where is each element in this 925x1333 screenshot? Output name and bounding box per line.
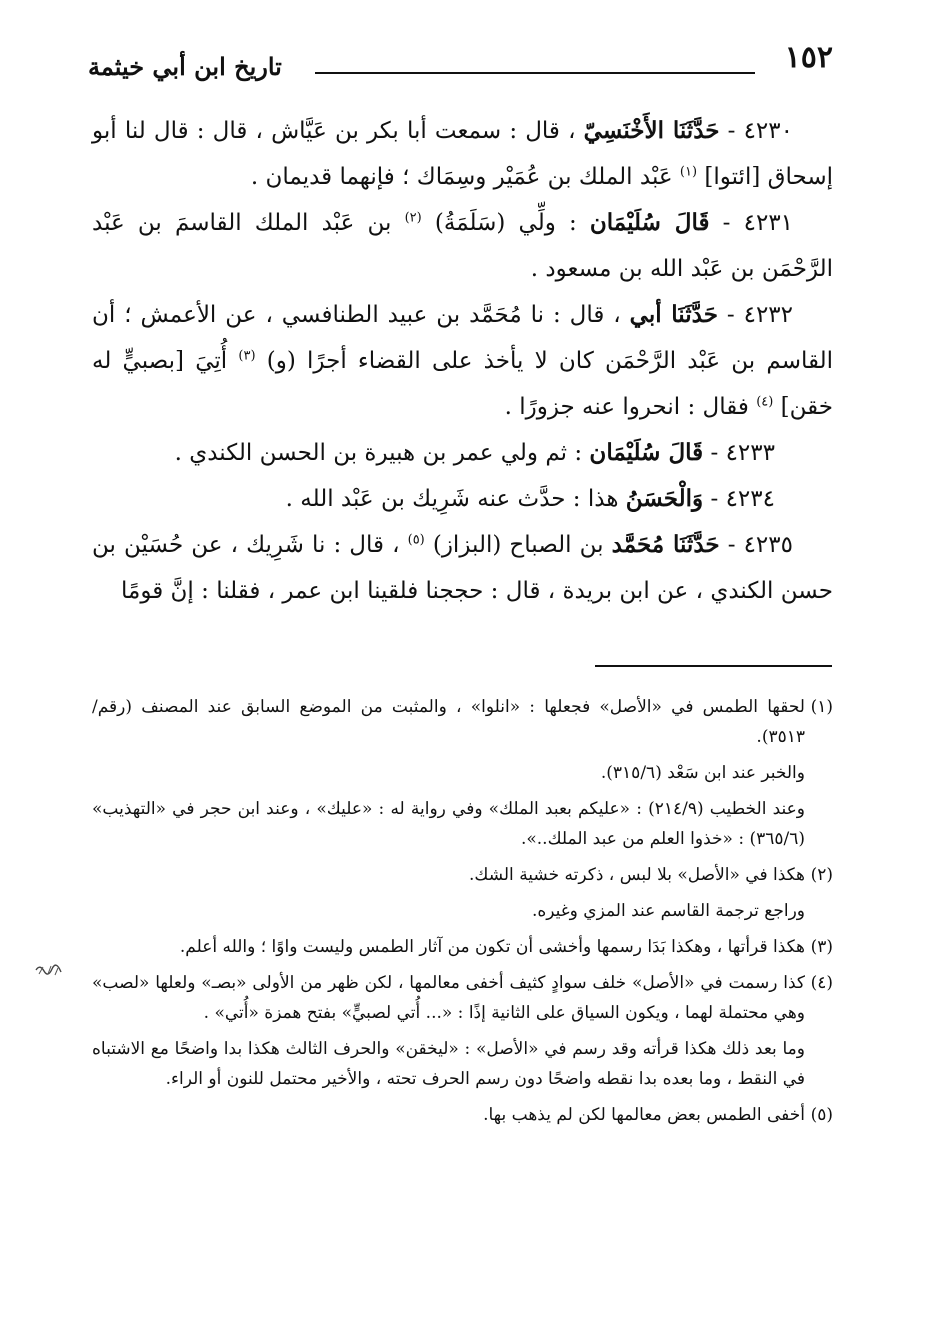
paragraph-text: : ثم ولي عمر بن هبيرة بن الحسن الكندي .: [174, 440, 583, 466]
footnote-ref: (٣): [238, 348, 256, 364]
footnote-3: [92, 932, 833, 962]
footnote-ref: (١): [679, 164, 698, 180]
paragraph-4235: [92, 522, 833, 614]
paragraph-number: ٤٢٣٢ -: [726, 302, 794, 328]
paragraph-lead: قَالَ سُلَيْمَان: [589, 209, 710, 236]
footnote-ref: (٢): [404, 210, 422, 226]
footnote-ref: (٤): [756, 394, 774, 410]
footnote-mark: (٣): [810, 937, 833, 957]
footnote-separator: [595, 665, 832, 667]
paragraph-text: ، قال : نا مُحَمَّد بن عبيد الطنافسي ، عن الأعمش ؛ أن القاسم بن عَبْد الرَّحْمَن كان لا يأخذ على القضاء أجرًا (و): [92, 302, 834, 374]
paragraph-4232: [92, 292, 833, 430]
footnote-4: [92, 968, 833, 1028]
paragraph-number: ٤٢٣٣ -: [710, 440, 775, 466]
paragraph-text: بن الصباح (البزاز): [432, 532, 604, 558]
footnote-text: وعند الخطيب (٢١٤/٩) : «عليكم بعبد الملك» وفي رواية له : «عليك» ، وعند ابن حجر في «التهذيب» (٣٦٥/٦) : «خذوا العلم من عبد الملك..».: [92, 799, 805, 849]
footnote-mark: (٥): [810, 1105, 833, 1125]
paragraph-number: ٤٢٣٠ -: [727, 118, 793, 144]
footnote-1-cont: [92, 758, 833, 788]
footnote-text: والخبر عند ابن سَعْد (٣١٥/٦).: [600, 763, 805, 783]
paragraph-number: ٤٢٣٤ -: [710, 486, 775, 512]
main-text: [92, 108, 833, 614]
footnote-text: وما بعد ذلك هكذا قرأته وقد رسم في «الأصل» : «ليخقن» والحرف الثالث هكذا بدا واضحًا مع الاشتباه في النقط ، وما بعده بدا نقطه واضحًا دون رسم الحرف تحته ، والأخير محتمل للنون أو الراء.: [92, 1039, 805, 1089]
paragraph-4233: [92, 430, 833, 476]
book-title: تاريخ ابن أبي خيثمة: [88, 52, 282, 81]
paragraph-text: عَبْد الملك بن عُمَيْر وسِمَاك ؛ فإنهما قديمان .: [250, 164, 673, 190]
paragraph-text: فقال : انحروا عنه جزورًا .: [504, 394, 749, 420]
paragraph-text: ، قال : سمعت أبا بكر بن عَيَّاش ، قال : قال لنا أبو إسحاق [ائتوا]: [92, 118, 833, 190]
paragraph-number: ٤٢٣٥ -: [727, 532, 793, 558]
footnote-text: وراجع ترجمة القاسم عند المزي وغيره.: [531, 901, 805, 921]
footnote-text: هكذا في «الأصل» بلا لبس ، ذكرته خشية الشك.: [468, 865, 805, 885]
margin-scribble-icon: [34, 962, 64, 978]
footnote-4-cont: [92, 1034, 833, 1094]
paragraph-4230: [92, 108, 833, 200]
paragraph-4234: [92, 476, 833, 522]
footnote-text: هكذا قرأتها ، وهكذا بَدَا رسمها وأخشى أن تكون من آثار الطمس وليست واوًا ؛ والله أعلم.: [179, 937, 805, 957]
paragraph-text: بن عَبْد الملك القاسمَ بن عَبْد الرَّحْمَن بن عَبْد الله بن مسعود .: [92, 210, 833, 282]
footnote-2-cont: [92, 896, 833, 926]
footnote-2: [92, 860, 833, 890]
footnote-text: كذا رسمت في «الأصل» خلف سوادٍ كثيف أخفى معالمها ، لكن ظهر من الأولى «بصـ» ولعلها «لصب» وهي محتملة لهما ، ويكون السياق على الثانية إذًا : «... أُتي لصبيٍّ» بفتح همزة «أُتي» .: [92, 973, 805, 1023]
footnote-ref: (٥): [407, 532, 425, 548]
page-number: ١٥٢: [784, 40, 833, 75]
paragraph-lead: حَدَّثَنَا الأَخْنَسِيّ: [583, 117, 720, 144]
paragraph-lead: وَالْحَسَنُ: [625, 485, 704, 512]
footnote-1-cont: [92, 794, 833, 854]
footnote-1: [92, 692, 833, 752]
footnotes: [92, 692, 833, 1136]
paragraph-4231: [92, 200, 833, 292]
paragraph-lead: حَدَّثَنَا أبي: [629, 301, 718, 328]
footnote-mark: (١): [810, 697, 833, 717]
header-rule: [315, 72, 755, 74]
paragraph-text: ، قال : نا شَرِيك ، عن حُسَيْن بن حسن الكندي ، عن ابن بريدة ، قال : حججنا فلقينا ابن عمر ، فقلنا : إنَّ قومًا: [92, 532, 833, 604]
paragraph-text: أُتِيَ [بصبيٍّ له خقن]: [92, 348, 833, 420]
footnote-mark: (٤): [810, 973, 833, 993]
paragraph-number: ٤٢٣١ -: [722, 210, 794, 236]
paragraph-text: : ولِّي (سَلَمَةُ): [434, 210, 577, 236]
paragraph-text: هذا : حدَّث عنه شَرِيك بن عَبْد الله .: [285, 486, 619, 512]
footnote-text: أخفى الطمس بعض معالمها لكن لم يذهب بها.: [483, 1105, 805, 1125]
footnote-mark: (٢): [810, 865, 833, 885]
paragraph-lead: حَدَّثَنَا مُحَمَّد: [611, 531, 720, 558]
paragraph-lead: قَالَ سُلَيْمَان: [589, 439, 704, 466]
footnote-text: لحقها الطمس في «الأصل» فجعلها : «انلوا» ، والمثبت من الموضع السابق عند المصنف (رقم/ ٣٥١٣).: [92, 697, 805, 747]
footnote-5: [92, 1100, 833, 1130]
